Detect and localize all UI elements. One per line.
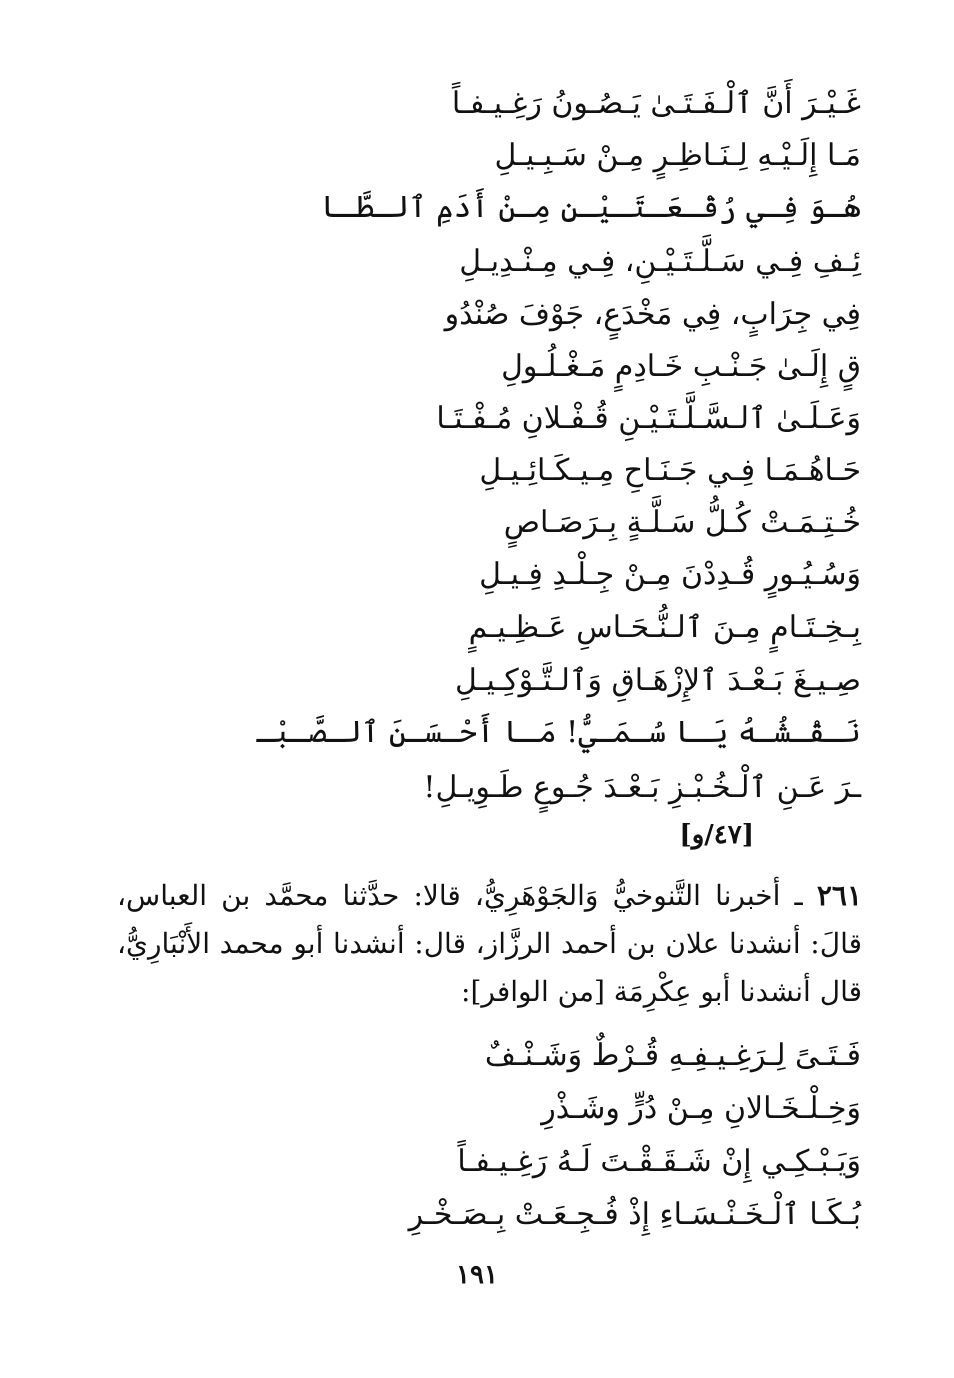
folio-marker: [٤٧/و] (679, 820, 754, 850)
entry-text: ـ أخبرنا التَّنوخيُّ وَالجَوْهَرِيُّ، قالا: حدَّثنا محمَّد بن العباس، قالَ: أنشدنا علان بن أحمد الرزَّاز، قال: أنشدنا أبو محمد الأَنْبَارِيُّ، قال أنشدنا أبو عِكْرِمَة [من الوافر]: (117, 879, 862, 1008)
verse-line: نَـقْـشُـهُ يَـا سُـمَـيُّ! مَـا أَحْـسَـنَ ٱلـصَّـبْـ (256, 715, 861, 750)
verse-line: وَخِـلْـخَـالانِ مِـنْ دُرٍّ وشَـذْرِ (541, 1091, 861, 1126)
verse-line: مَـا إِلَـيْـهِ لِـنَـاظِـرٍ مِـنْ سَـبِـيـلِ (494, 138, 861, 173)
verse-line: فِي جِرَابٍ، فِي مَخْدَعٍ، جَوْفَ صُنْدُو (444, 297, 861, 332)
verse-line: صِـيـغَ بَـعْـدَ ٱلإِزْهَـاقِ وَٱلـتَّـوْكِـيـلِ (455, 663, 861, 698)
verse-line: وَيَـبْـكِـي إِنْ شَـقَـقْـتَ لَـهُ رَغِـيـفـاً (457, 1144, 861, 1179)
entry-number: ٢٦١ (816, 879, 862, 912)
entry-paragraph (117, 872, 862, 1016)
verse-line: حَـاهُـمَـا فِـي جَـنَـاحِ مِـيـكَـائِـيـلِ (479, 453, 861, 488)
verse-line: خُـتِـمَـتْ كُـلُّ سَـلَّـةٍ بِـرَصَـاصٍ (503, 505, 861, 540)
verse-line: بُـكَـا ٱلْـخَـنْـسَـاءِ إِذْ فُـجِـعَـتْ بِـصَـخْـرِ (408, 1197, 861, 1232)
verse-line: ـرَ عَـنِ ٱلْـخُـبْـزِ بَـعْـدَ جُـوعٍ طَـوِيـلِ! (423, 770, 861, 805)
verse-line: وَعَـلَـىٰ ٱلـسَّـلَّـتَـيْـنِ قُـفْـلانِ مُـفْـتَـا (436, 401, 861, 436)
verse-line: فَـتَـىً لِـرَغِـيـفِـهِ قُـرْطٌ وَشَـنْـفٌ (484, 1038, 861, 1073)
verse-line: قٍ إِلَـىٰ جَـنْـبِ خَـادِمٍ مَـغْـلُـولِ (501, 349, 861, 384)
page-number: ١٩١ (456, 1260, 498, 1290)
verse-line: ئِـفِ فِـي سَـلَّـتَـيْـنِ، فِـي مِـنْـدِيـلِ (459, 244, 861, 279)
verse-line: وَسُـيُـورٍ قُـدِدْنَ مِـنْ جِـلْـدِ فِـيـلِ (479, 557, 861, 592)
verse-line: غَـيْـرَ أَنَّ ٱلْـفَـتَـىٰ يَـصُـونُ رَغِـيـفـاً (451, 86, 861, 121)
verse-line: هُـوَ فِـي رُقْـعَـتَـيْـنِ مِـنْ أَدَمِ ٱلـطَّـا (321, 190, 861, 225)
verse-line: بِـخِـتَـامٍ مِـنَ ٱلـنُّـحَـاسِ عَـظِـيـمٍ (468, 610, 861, 645)
